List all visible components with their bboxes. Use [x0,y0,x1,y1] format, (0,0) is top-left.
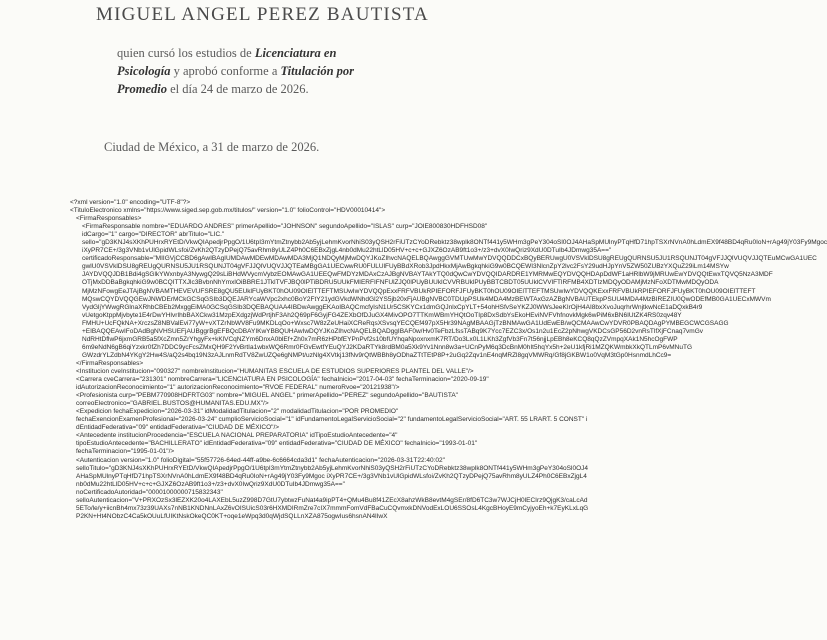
xml-firmas-open: <FirmaResponsables> [76,215,142,223]
degree-name: Licenciatura en Psicología [117,46,337,78]
xml-antecedente: <Antecedente institucionProcedencia="ESCUELA NACIONAL PREPARATORIA" idTipoEstudioAntecedente="4" [76,432,398,440]
xml-cert-line: GWzdrYLZdbN4YKgY2Hw4S/aQ2s4bq19N3zAJLnmRdTV8ZwUZQe6gNMPt/uzNlg4XVtkj13fNv9rQtWBBh8yODhaZTtTEtP8P+2uGq2Zqv1nE4nqMRZl8gqVMWRq/Gf8jGKBW1o0VqM3tGp0HsnmdLhCc9= [82,351,672,359]
xml-cert-line: MQswCQYDVQQGEwJNWDErMCkGCSqGSIb3DQEJARYcaWVpc2xhc0BoY2FtY21ydGVkdWNhdGl2YS5jb20xFjAUBgNVBC0TDUpPSUk4MDA4MzBEWTAxGzAZBgNVBAUTEkpPSUU4MDA4MzBIREZIU0QwODEfMB0GA1UECxMWVm [82,295,771,303]
xml-expedicion: <Expedicion fechaExpedicion="2026-03-31" idModalidadTitulacion="2" modalidadTitulacion="POR PROMEDIO" [76,408,399,416]
xml-cert-line: gwlU0VSVklDSU8gREUgQURNSU5JU1RSQUNJT04gVFJJQlVUQVJJQTEaMBgGA1UECwwRU0FULUlFUyBBdXRob3JpdHkxMjAwBgkqhkiG9w0BCQEWI3NlcnZpY2lvc2FsY29udHJpYnV5ZW50ZUBzYXQuZ29iLm14MSYw [82,263,729,271]
xml-cert-line: +EIBAQQEAwIFoDAdBgNVHSUEFjAUBggrBgEFBQcDBAYIKwYBBQUHAwIwDQYJKoZIhvcNAQELBQADggIBAF0w/Hv0TeFbzLfssTABq9K7Ycc7EZC3x/Os1n2u1EcZ2pNhwgVKDCsGP56D2vnRsTlfXjFCnaq7vmGv [82,327,704,335]
xml-sello-line: iXyPR7CE+/3g3VNb1vUlGpidWLsfoi/ZvKh2QTzyDPejQ75avRhm8yULZ4Ph0C6EBxZjgL4nb0dMu22htLlD05HV+c+c+GJXZ6OzAB9ft1o3+/z3+dvX0IwQriz9XdU0DTuIb4JDmwg35A==" [82,247,612,255]
xml-firma-line: idCargo="1" cargo="DIRECTOR" abrTitulo="LIC." [82,231,225,239]
xml-block [70,199,827,521]
xml-carrera: <Carrera cveCarrera="231301" nombreCarrera="LICENCIATURA EN PSICOLOGÍA" fechaInicio="2017-04-03" fechaTerminacion="2020-09-19" [76,376,489,384]
xml-antecedente: tipoEstudioAntecedente="BACHILLERATO" idEntidadFederativa="09" entidadFederativa="CIUDAD DE MÉXICO" fechaInicio="1993-01-01" [76,440,478,448]
xml-profesionista: correoElectronico="GABRIEL.BUSTOS@HUMANITAS.EDU.MX"/> [76,400,269,408]
xml-firmas-close: </FirmaResponsables> [76,359,144,367]
xml-cert-line: NdRHtDflwP6jxmGRB5a5fXcZmn5ZrYhgyFx+kKlVCqNZYm6DnxA0blEf+Zh0x7mR6zHPbfEYPnPvf2s10bfUYhqaNpoxnxmK7RT/Do3Lx0L1LKh3ZgfVb3Fn7t56njjLpEBh8eKCQ8qQzZVmpqXAk1N5hcOgFWP [82,335,678,343]
xml-sello-titulo: selloTitulo="gD3KNJ4sXKhPUHrxRYEtD/VkwQIApedjrPpgO/1U6tpI3mYtmZtnybb2Ab5yjLehmKvorNhiS03yQSH2rFiUTzCYoDRebktz38wplk8ONTf441y5WHm3gPeY304oSl0OJ4AHaSpMUlnyPTqHfD71hpTSXrNVnA0hLdmEX9f48BD4qRu0IoN+rAg49jY03Fy9Mgoc iXyPR7CE+/3g3VNb1vUlGpidWLsfoi/ZvKh2QTzyDPejQ75avRhm8yULZ4Ph0C6EBxZjgL4nb0dMu22htLlD05HV+c+c+GJXZ6OzAB9ft1o3+/z3+dvX0IwQriz9XdU0DTuIb4JDmwg35A==" [76,464,588,488]
xml-profesionista: <Profesionista curp="PEBM770908HDFRTG03" nombre="MIGUEL ANGEL" primerApellido="PEREZ" segundoApellido="BAUTISTA" [76,392,458,400]
xml-no-certificado: noCertificadoAutoridad="00001000000715832343" [76,488,223,496]
xml-declaration: <?xml version="1.0" encoding="UTF-8"?> [70,199,191,206]
xml-cert-line: FMHU+UcFQkNA+XrczsZ8NBValEvi77yW+vXTZrNbWV8Fu9MKDLqOo+Wxsc7W8zZeUHaiXCReRqsXSvsqYECQEf497pX5Hr39NAgMBAAGjTzBNMAwGA1UdEwEB/wQCMAAwCwYDVR0PBAQDAgPYMBEGCWCGSAGG [82,319,729,327]
xml-cert-line: JAYDVQQJDB1Bdi4gSGlkYWxnbyA3NywgQ29sLiBHdWVycmVybzEOMAwGA1UEEQwFMDYzMDAxCzAJBgNVBAYTAkYTQ0dQwCwYDVQQIDARDRE1YMRMwEQYDVQQHDApDdWF1aHRlbW9jMRUwEwYDVQQtEwxTQVQ5NzA3MDF [82,271,773,279]
xml-firma-line: <FirmaResponsable nombre="EDUARDO ANDRES" primerApellido="JOHNSON" segundoApellido="ISLAS" curp="JOIE800830HDFHSD08" [82,223,488,231]
xml-cert-line: certificadoResponsable="MIIGVjCCBD6gAwIBAgIUMDAwMDEwMDAwMDA3MjQ1NDQyMjMwDQYJKoZIhvcNAQELBQAwggGVMTUwMwYDVQQDDCxBQyBERUwgU0VSVklDSU8gREUgQURNSU5JU1RSQUNJT04gVFJJQlVUQVJJQTEuMCwGA1UEC [82,255,817,263]
xml-autenticacion: <Autenticacion version="1.0" folioDigital="55f57726-64ed-44ff-a9be-6c6664cda3d1" fechaAutenticacion="2026-03-31T22:40:02" [76,456,445,464]
xml-cert-line: MjMzNFowgEeJTAjBgNVBAMTHEVEVUFSRE8gQU5EUklFUyBKT0hOU09OIElTTEFTMSUwIwYDVQQpExxFRFVBUkRPIEFORFJFUyBKT0hOU09OIElTTEFTMSUwIwYDVQQKExxFRFVBUkRPIEFORFJFUyBKT0hOU09OIElTTEFT [82,287,756,295]
xml-antecedente: fechaTerminacion="1995-01-01"/> [76,448,175,456]
xml-expedicion: fechaExencionExamenProfesional="2026-03-24" cumplioServicioSocial="1" idFundamentoLegalServicioSocial="2" fundamentoLegalServicioSocial="ART. 55 LRART. 5 CONST" idEntidadFederativa="09" entidadFederativa="CIUDAD DE MÉXICO"/> [76,416,588,432]
xml-cert-line: 6m9eNdN6gB6qiYzxkr0fZh7DDC9ycFcsZMxQH9F2YvBrtIa1wbxWQ6Rmr0FGvEwtfYEuQYJ2KDaRTYk8rdBM0a5Xk9Yv1Nnn8w3a+UCnPyM6q3DcBnM0hIt5hqYx5h+2eU1kfjRi1MZQKWmbkXkQTLmP6vMNuTG [82,343,693,351]
xml-sello-autenticacion: selloAutenticacion="V+PRXOzSx3lEZXK20o4LAXEbL5uzZ998D7GtU7ybtwzFuNat4a9ipPT4+QMu4Bu8f41ZEcX8ahzWkB8evtM4gSEr/8fD6TC3w7WJCjH0lECIrz9QjgK3/caLcAd5ETo/le/y+iicnBh4mx73z39UAXs7nNB1KNDNnLAxZ6vOISUicS03r6HXMDIRmZre7cIX7mmmFomVdFBaCuCQvmxkDNVodExLOU6SSOsL4KgcBHoyE9mCyjyoEh+k7EyKLxLqGP2KN+Ht4NObzC4Ca5kOUuLfUIKtNskOkeQC0KT+oqe1eWpq3d0qWjdSQLLnXZA875ogwIus6hsnAN4lIwX [76,496,589,520]
xml-cert-line: VydGljYWwgRGlnaXRhbCBEb2MxggEiMA0GCSqGSIb3DQEBAQUAA4IBDwAwggEKAoIBAQCmcfyIsN1Ur5CSKYCx1dmGQJnlxCpYLT+54ohHSfvSeYKZJ0WWsJeeKIrOjH4AI8bxXvoJuqrhrWnjtkwNcE1aDQxkB4r9 [82,303,703,311]
statement-text-2: y aprobó conforme a [170,64,281,78]
place-date: Ciudad de México, a 31 de marzo de 2026. [104,140,320,154]
graduate-name: MIGUEL ANGEL PEREZ BAUTISTA [96,4,429,25]
statement-text-1: quien cursó los estudios de [117,46,255,60]
xml-cert-line: OTjMxDDBaBgkqhkiG9w0BCQITTXJlc3BvbnNhYmxlOiBBRE1JTklTVFJBQ0lPTiBDRU5UUkFMIERFIFNFUlZJQ0lPUyBUUklCVVRBUklPUyBBTCBDT05UUklCVVlFTlRFMB4XDTIzMDQyODAMjMzNFoXDTMwMDQyODA [82,279,719,287]
statement-text-3: el día 24 de marzo de 2026. [167,82,309,96]
certificate-statement [117,44,387,98]
xml-cert-line: vUetgoKtppMjvbyte1E4rDwYHlvrIhbBAXCkw31MzpEXdgzjWdPrtjhF3Ah2Q69pF6GyjFG4ZEXbOfDJuGX4MivOPO7TTKmWBmYHQtOoTIp8DxSdbYsEkoHEviNVFVhfnovkMgk6wPiM6xBN6IUtZK4RS0zqv48Y [82,311,682,319]
xml-institucion: <Institucion cveInstitucion="090327" nombreInstitucion="HUMANITAS ESCUELA DE ESTUDIOS SUPERIORES PLANTEL DEL VALLE"/> [76,367,474,375]
titulacion-type: Titulación por Promedio [117,64,355,96]
xml-sello-line: sello="gD3KNJ4sXKhPUHrxRYEtD/VkwQIApedjrPpgO/1U6tpI3mYtmZtnybb2Ab5yjLehmKvorNhiS03yQSH2rFiUTzCYoDRebktz38wplk8ONTf441y5WHm3gPeY304oSl0OJ4AHaSpMUlnyPTqHfD71hpTSXrNVnA0hLdmEX9f48BD4qRu0IoN+rAg49jY03Fy9Mgoc [82,239,827,247]
xml-carrera: idAutorizacionReconocimiento="1" autorizacionReconocimiento="RVOE FEDERAL" numeroRvoe="20121938"/> [76,384,400,392]
xml-titulo-open: <TituloElectronico xmlns="https://www.siged.sep.gob.mx/titulos/" version="1.0" folioControl="HDV00010414"> [70,207,386,215]
